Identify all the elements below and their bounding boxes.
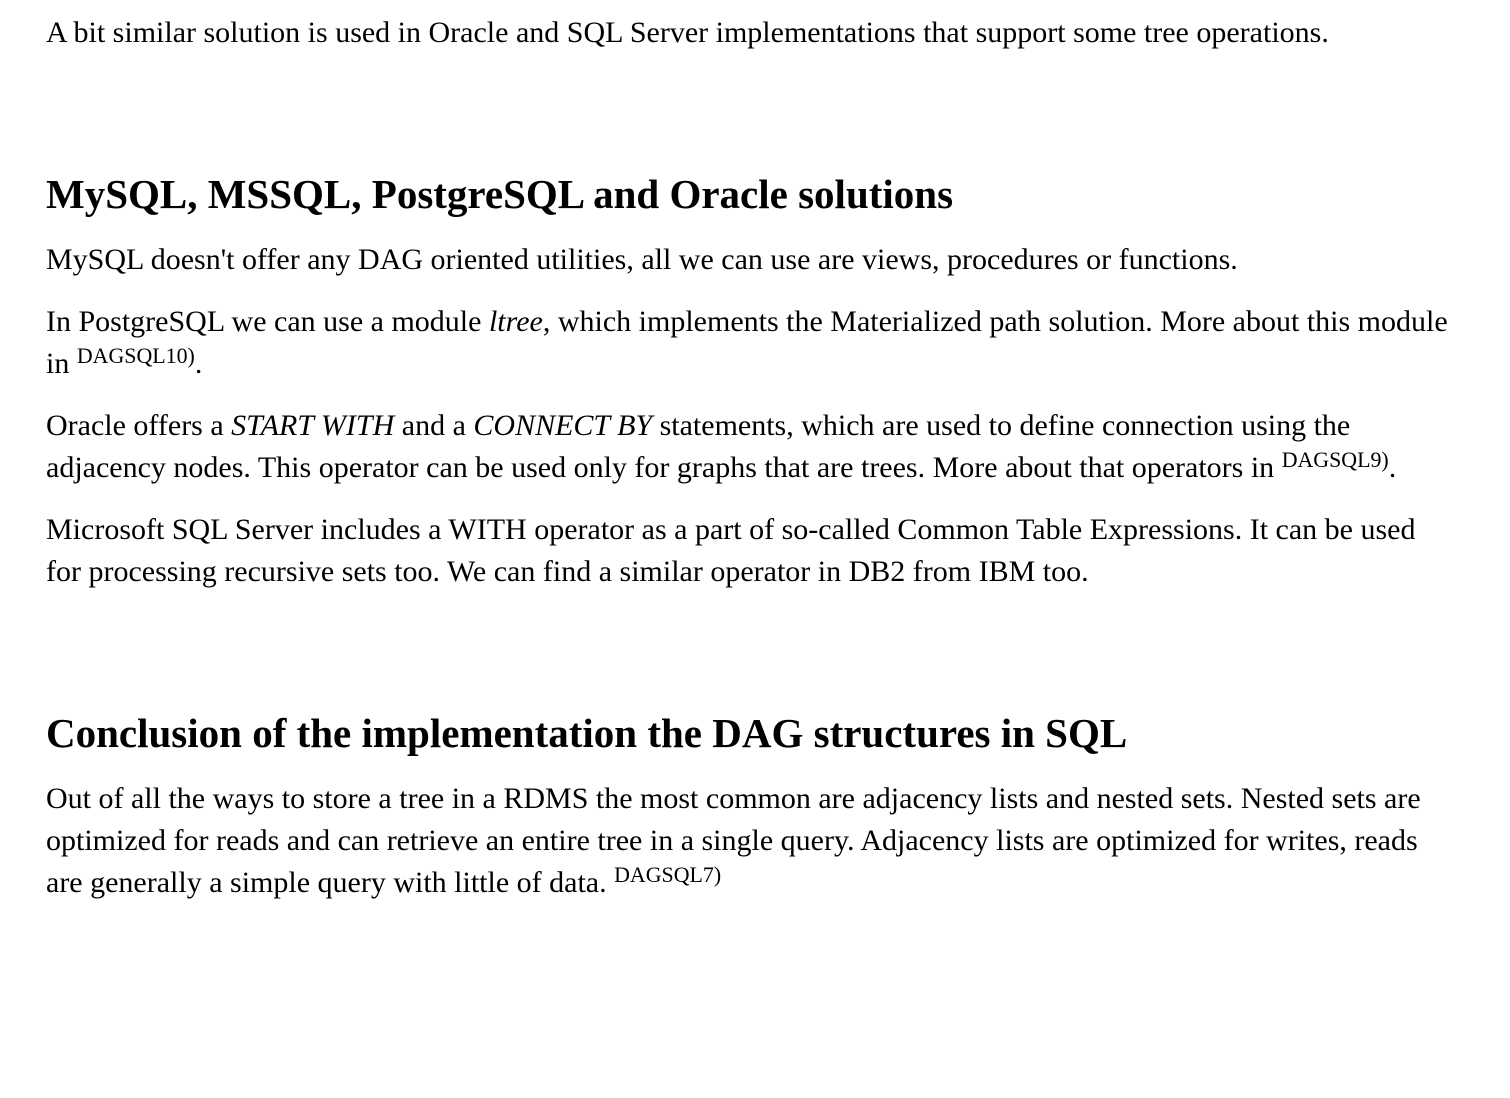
italic-text: CONNECT BY — [473, 409, 653, 442]
text-run: Microsoft SQL Server includes a WITH operator as a part of so-called Common Table Expressions. It can be used for processing recursive sets too. We can find a similar operator in DB2 from IBM too. — [46, 513, 1416, 588]
paragraph-mysql — [46, 239, 1452, 281]
section-heading-solutions: MySQL, MSSQL, PostgreSQL and Oracle solutions — [46, 171, 954, 217]
paragraph-mssql — [46, 509, 1452, 593]
text-run: In PostgreSQL we can use a module — [46, 305, 489, 338]
footnote-reference: DAGSQL9) — [1281, 447, 1389, 473]
italic-text: ltree — [488, 305, 543, 338]
text-run: . — [1388, 451, 1397, 484]
text-run: and a — [394, 409, 474, 442]
paragraph-conclusion — [46, 778, 1452, 904]
section-heading-conclusion: Conclusion of the implementation the DAG structures in SQL — [46, 710, 1128, 756]
text-run: , which implements the Materialized path solution. More about this module in — [46, 305, 1448, 380]
paragraph-postgresql — [46, 301, 1452, 385]
footnote-reference: DAGSQL7) — [614, 862, 722, 888]
text-run: MySQL doesn't offer any DAG oriented utilities, all we can use are views, procedures or functions. — [46, 243, 1238, 276]
footnote-reference: DAGSQL10) — [76, 343, 195, 369]
text-run: statements, which are used to define connection using the adjacency nodes. This operator can be used only for graphs that are trees. More about that operators in — [46, 409, 1351, 484]
text-run: . — [194, 347, 203, 380]
text-run: Oracle offers a — [46, 409, 232, 442]
paragraph-intro — [46, 12, 1452, 54]
italic-text: START WITH — [231, 409, 395, 442]
paragraph-oracle — [46, 405, 1452, 489]
text-run: A bit similar solution is used in Oracle and SQL Server implementations that support some tree operations. — [46, 16, 1329, 49]
text-run: Out of all the ways to store a tree in a RDMS the most common are adjacency lists and nested sets. Nested sets are optimized for reads and can retrieve an entire tree in a single query. Adjacency lists are optimized for writes, reads are generally a simple query with little of data. — [46, 782, 1421, 899]
